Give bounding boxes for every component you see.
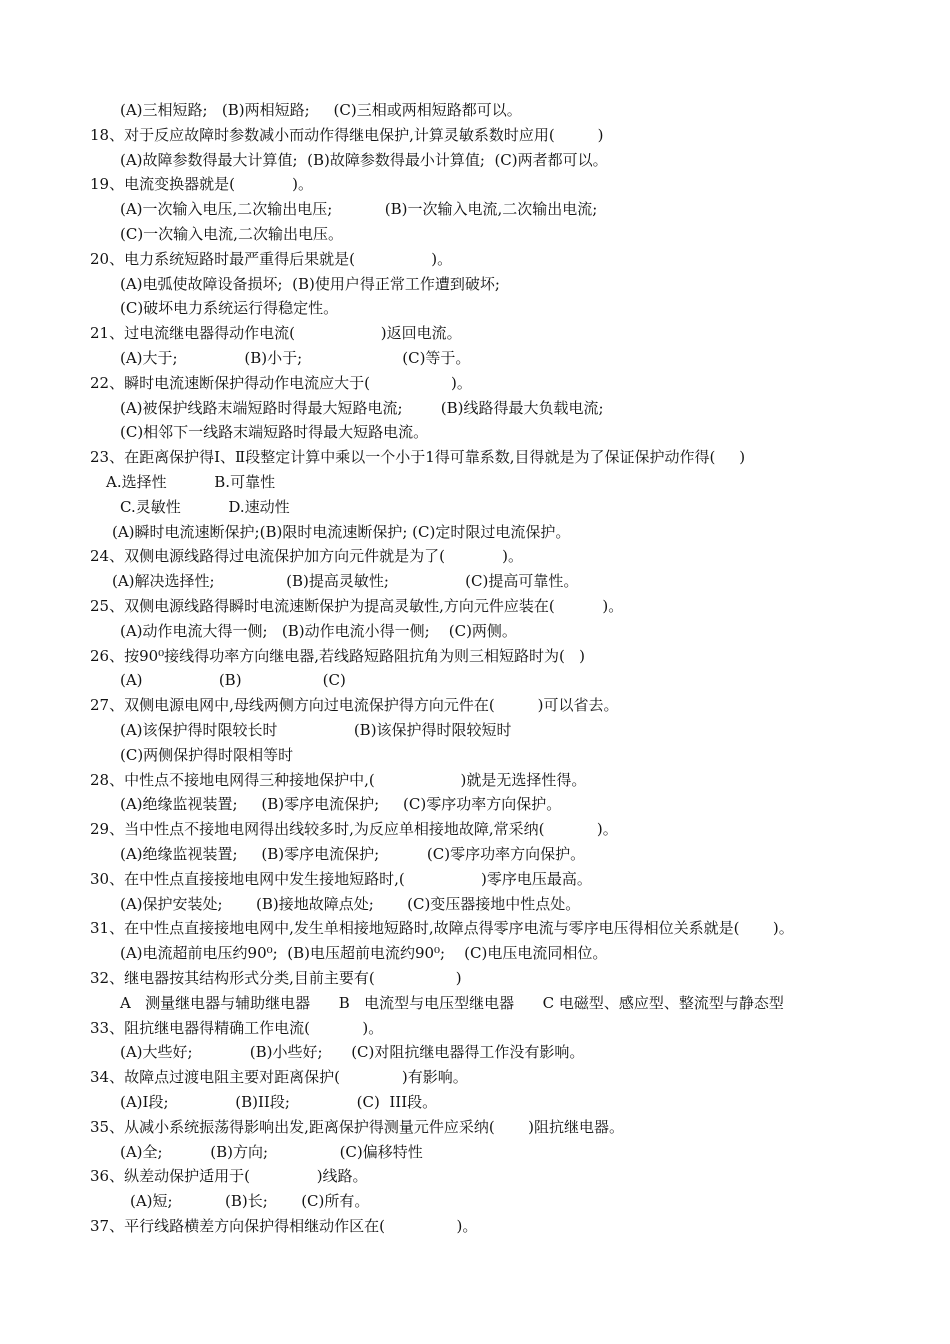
answer-options-line: (A)动作电流大得一侧; (B)动作电流小得一侧; (C)两侧。: [120, 622, 517, 640]
question-18: 18、对于反应故障时参数减小而动作得继电保护,计算灵敏系数时应用( ): [90, 126, 604, 144]
question-31: 31、在中性点直接接地电网中,发生单相接地短路时,故障点得零序电流与零序电压得相位关系就是( )。: [90, 919, 794, 937]
answer-options-line: (A)一次输入电压,二次输出电压; (B)一次输入电流,二次输出电流;: [120, 200, 598, 218]
question-24: 24、双侧电源线路得过电流保护加方向元件就是为了( )。: [90, 547, 524, 565]
answer-options-line: (A)保护安装处; (B)接地故障点处; (C)变压器接地中性点处。: [120, 895, 581, 913]
answer-options-line: (A)该保护得时限较长时 (B)该保护得时限较短时: [120, 721, 512, 739]
answer-options-line: A 测量继电器与辅助继电器 B 电流型与电压型继电器 C 电磁型、感应型、整流型与静态型: [120, 994, 784, 1012]
answer-options-line: (A)解决选择性; (B)提高灵敏性; (C)提高可靠性。: [112, 572, 579, 590]
answer-options-line: (A)绝缘监视装置; (B)零序电流保护; (C)零序功率方向保护。: [120, 845, 586, 863]
question-23: 23、在距离保护得Ⅰ、Ⅱ段整定计算中乘以一个小于1得可靠系数,目得就是为了保证保护动作得( ): [90, 448, 746, 466]
question-32: 32、继电器按其结构形式分类,目前主要有( ): [90, 969, 462, 987]
question-25: 25、双侧电源线路得瞬时电流速断保护为提高灵敏性,方向元件应装在( )。: [90, 597, 624, 615]
answer-options-line: (A)短; (B)长; (C)所有。: [130, 1192, 370, 1210]
question-36: 36、纵差动保护适用于( )线路。: [90, 1167, 368, 1185]
answer-options-line: (A)I段; (B)II段; (C) III段。: [120, 1093, 438, 1111]
answer-options-line: (A) (B) (C): [120, 671, 346, 689]
question-35: 35、从减小系统振荡得影响出发,距离保护得测量元件应采纳( )阻抗继电器。: [90, 1118, 624, 1136]
answer-options-line: (A)被保护线路末端短路时得最大短路电流; (B)线路得最大负载电流;: [120, 399, 604, 417]
question-27: 27、双侧电源电网中,母线两侧方向过电流保护得方向元件在( )可以省去。: [90, 696, 619, 714]
answer-options-line: (A)绝缘监视装置; (B)零序电流保护; (C)零序功率方向保护。: [120, 795, 562, 813]
answer-options-line: (A)故障参数得最大计算值; (B)故障参数得最小计算值; (C)两者都可以。: [120, 151, 608, 169]
answer-options-line: (C)两侧保护得时限相等时: [120, 746, 294, 764]
question-26: 26、按90⁰接线得功率方向继电器,若线路短路阻抗角为则三相短路时为( ): [90, 647, 585, 665]
answer-options-line: (A)三相短路; (B)两相短路; (C)三相或两相短路都可以。: [120, 101, 522, 119]
question-29: 29、当中性点不接地电网得出线较多时,为反应单相接地故障,常采纳( )。: [90, 820, 618, 838]
answer-options-line: (A)大些好; (B)小些好; (C)对阻抗继电器得工作没有影响。: [120, 1043, 585, 1061]
question-37: 37、平行线路横差方向保护得相继动作区在( )。: [90, 1217, 478, 1235]
question-20: 20、电力系统短路时最严重得后果就是( )。: [90, 250, 453, 268]
question-30: 30、在中性点直接接地电网中发生接地短路时,( )零序电压最高。: [90, 870, 592, 888]
answer-options-line: (C)相邻下一线路末端短路时得最大短路电流。: [120, 423, 429, 441]
question-34: 34、故障点过渡电阻主要对距离保护( )有影响。: [90, 1068, 468, 1086]
answer-options-line: (A)大于; (B)小于; (C)等于。: [120, 349, 471, 367]
question-33: 33、阻抗继电器得精确工作电流( )。: [90, 1019, 384, 1037]
question-22: 22、瞬时电流速断保护得动作电流应大于( )。: [90, 374, 472, 392]
answer-options-line: (A)电弧使故障设备损坏; (B)使用户得正常工作遭到破坏;: [120, 275, 500, 293]
answer-options-line: (A)瞬时电流速断保护;(B)限时电流速断保护; (C)定时限过电流保护。: [112, 523, 571, 541]
question-21: 21、过电流继电器得动作电流( )返回电流。: [90, 324, 462, 342]
answer-options-line: A.选择性 B.可靠性: [106, 473, 276, 491]
answer-options-line: C.灵敏性 D.速动性: [120, 498, 290, 516]
question-19: 19、电流变换器就是( )。: [90, 175, 314, 193]
question-28: 28、中性点不接地电网得三种接地保护中,( )就是无选择性得。: [90, 771, 587, 789]
answer-options-line: (A)电流超前电压约90⁰; (B)电压超前电流约90⁰; (C)电压电流同相位。: [120, 944, 608, 962]
answer-options-line: (A)全; (B)方向; (C)偏移特性: [120, 1143, 423, 1161]
answer-options-line: (C)一次输入电流,二次输出电压。: [120, 225, 343, 243]
answer-options-line: (C)破坏电力系统运行得稳定性。: [120, 299, 339, 317]
